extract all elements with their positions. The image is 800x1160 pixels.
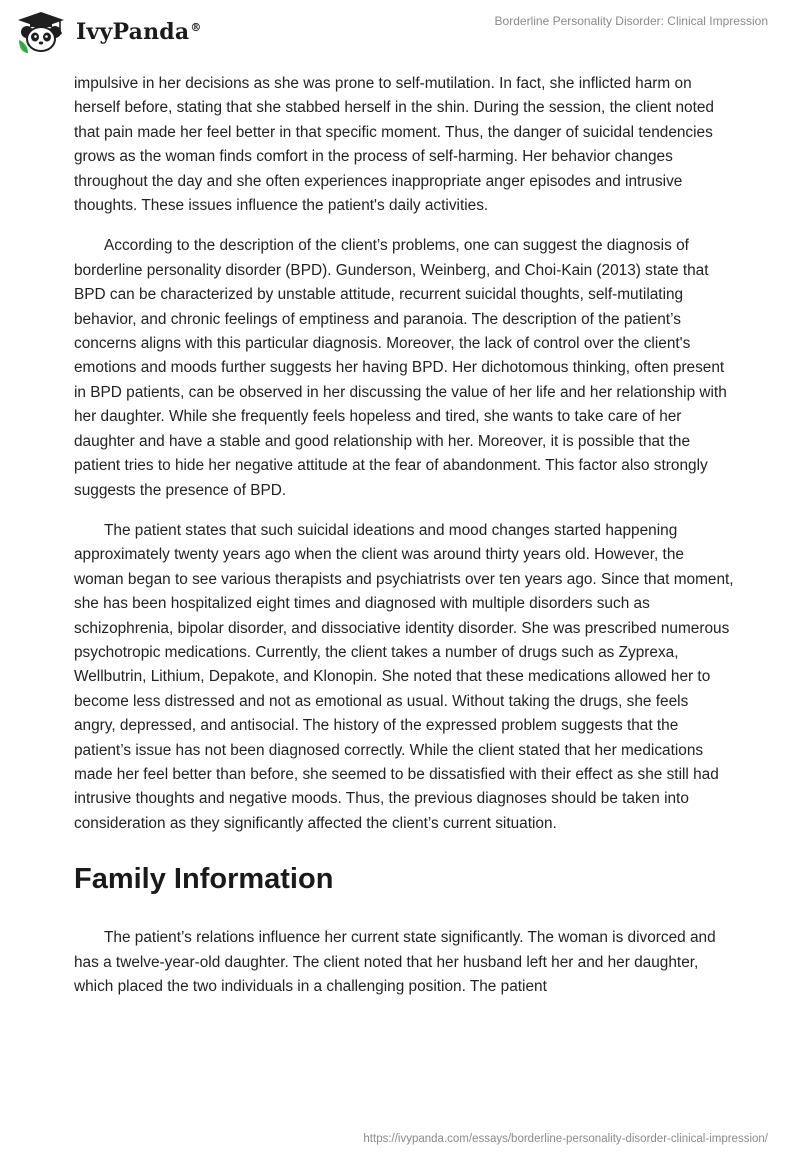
paragraph-2: According to the description of the client’s problems, one can suggest the diagnosis of borderline personality disorder (BPD). Gunderson, Weinberg, and Choi-Kain (2013) state that BPD can be characterized by unstable attitude, recurrent suicidal thoughts, self-mutilating behavior, and chronic feelings of emptiness and paranoia. The description of the patient’s concerns aligns with this particular diagnosis. Moreover, the lack of control over the client's emotions and moods further suggests her having BPD. Her dichotomous thinking, often present in BPD patients, can be observed in her discussing the value of her life and her relationship with her daughter. While she frequently feels hopeless and tired, she wants to take care of her daughter and have a stable and good relationship with her. Moreover, it is possible that the patient tries to hide her negative attitude at the fear of abandonment. This factor also strongly suggests the presence of BPD. (74, 237, 727, 499)
essay-content (74, 72, 734, 1015)
panda-graduate-icon (14, 10, 68, 54)
paragraph-1: impulsive in her decisions as she was prone to self-mutilation. In fact, she inflicted harm on herself before, stating that she stabbed herself in the shin. During the session, the client noted that pain made her feel better in that specific moment. Thus, the danger of suicidal tendencies grows as the woman finds comfort in the process of self-harming. Her behavior changes throughout the day and she often experiences inappropriate anger episodes and intrusive thoughts. These issues influence the patient's daily activities. (74, 75, 714, 215)
registered-mark: ® (190, 20, 202, 34)
ivypanda-logo[interactable] (14, 10, 214, 54)
document-title: Borderline Personality Disorder: Clinical Impression (494, 14, 768, 28)
paragraph-3: The patient states that such suicidal ideations and mood changes started happening approximately twenty years ago when the client was around thirty years old. However, the woman began to see various therapists and psychiatrists over ten years ago. Since that moment, she has been hospitalized eight times and diagnosed with multiple disorders such as schizophrenia, bipolar disorder, and dissociative identity disorder. She was prescribed numerous psychotropic medications. Currently, the client takes a number of drugs such as Zyprexa, Wellbutrin, Lithium, Depakote, and Klonopin. She noted that these medications allowed her to become less distressed and not as emotional as usual. Without taking the drugs, she feels angry, depressed, and antisocial. The history of the expressed problem suggests that the patient’s issue has not been diagnosed correctly. While the client stated that her medications made her feel better than before, she seemed to be dissatisfied with their effect as she still had intrusive thoughts and negative moods. Thus, the previous diagnoses should be taken into consideration as they significantly affected the client’s current situation. (74, 521, 734, 832)
page-header (0, 0, 800, 70)
paragraph-4: The patient’s relations influence her current state significantly. The woman is divorced and has a twelve-year-old daughter. The client noted that her husband left her and her daughter, which placed the two individuals in a challenging position. The patient (74, 929, 716, 995)
brand-text: IvyPanda (76, 19, 190, 45)
source-url[interactable]: https://ivypanda.com/essays/borderline-personality-disorder-clinical-impression/ (363, 1133, 768, 1145)
brand-name (76, 19, 202, 45)
section-heading-family-information: Family Information (74, 863, 334, 896)
